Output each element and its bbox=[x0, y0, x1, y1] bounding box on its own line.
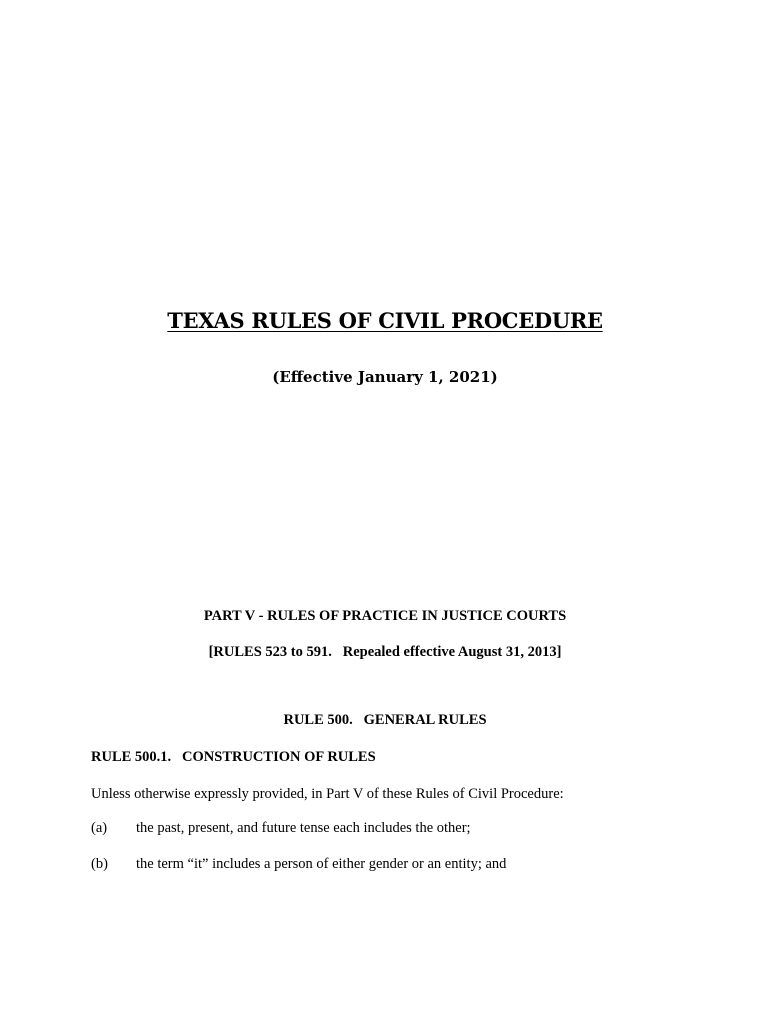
list-item-marker: (a) bbox=[91, 820, 108, 836]
document-title-text: TEXAS RULES OF CIVIL PROCEDURE bbox=[167, 308, 603, 333]
document-title bbox=[0, 308, 770, 333]
rule-sub-heading: RULE 500.1. CONSTRUCTION OF RULES bbox=[91, 749, 376, 765]
list-item bbox=[91, 820, 471, 837]
list-item-text: the term “it” includes a person of either gender or an entity; and bbox=[136, 856, 507, 872]
list-item bbox=[91, 856, 506, 873]
list-item-marker: (b) bbox=[91, 856, 108, 872]
intro-paragraph: Unless otherwise expressly provided, in Part V of these Rules of Civil Procedure: bbox=[91, 786, 564, 802]
effective-date: (Effective January 1, 2021) bbox=[272, 368, 498, 386]
list-item-text: the past, present, and future tense each includes the other; bbox=[136, 820, 471, 836]
part-heading: PART V - RULES OF PRACTICE IN JUSTICE COURTS bbox=[203, 608, 567, 624]
rule-heading: RULE 500. GENERAL RULES bbox=[283, 712, 487, 728]
part-repeal-note: [RULES 523 to 591. Repealed effective August 31, 2013] bbox=[208, 644, 562, 660]
